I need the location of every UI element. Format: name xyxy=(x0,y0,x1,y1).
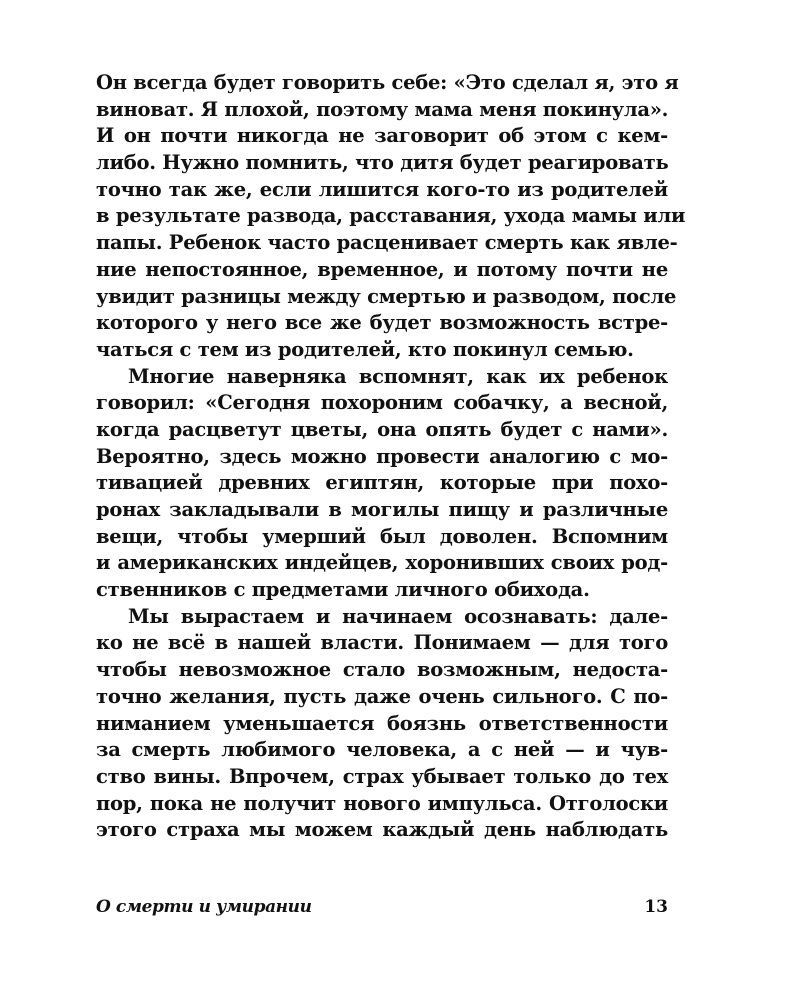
text-line: чтобы невозможное стало возможным, недоста- xyxy=(96,658,668,682)
text-line: за смерть любимого человека, а с ней — и чув- xyxy=(96,738,668,762)
text-line: либо. Нужно помнить, что дитя будет реагировать xyxy=(96,151,669,175)
paragraph xyxy=(96,604,668,844)
text-line: ство вины. Впрочем, страх убывает только до тех xyxy=(96,764,668,788)
text-line: Мы вырастаем и начинаем осознавать: дале- xyxy=(128,604,668,628)
text-line: когда расцветут цветы, она опять будет с нами». xyxy=(96,417,668,441)
text-line: пор, пока не получит нового импульса. Отголоски xyxy=(96,791,668,815)
page-number: 13 xyxy=(644,897,668,917)
text-line: ронах закладывали в могилы пищу и различные xyxy=(96,498,668,521)
text-line: ниманием уменьшается боязнь ответственности xyxy=(96,711,668,735)
text-line: и американских индейцев, хоронивших своих род- xyxy=(96,551,668,575)
text-line: чаться с тем из родителей, кто покинул семью. xyxy=(96,337,634,361)
text-line: Вероятно, здесь можно провести аналогию с мо- xyxy=(96,444,668,468)
text-line: этого страха мы можем каждый день наблюдать xyxy=(96,818,668,842)
text-line: папы. Ребенок часто расценивает смерть как явле- xyxy=(96,231,678,255)
text-line: точно желания, пусть даже очень сильного. С по- xyxy=(96,684,668,708)
page-footer xyxy=(96,897,668,923)
text-line: ние непостоянное, временное, и потому почти не xyxy=(96,257,668,281)
body-text xyxy=(96,70,686,844)
text-line: тивацией древних египтян, которые при похо- xyxy=(96,471,668,495)
text-line: которого у него все же будет возможность встре- xyxy=(96,311,668,335)
paragraph xyxy=(96,364,668,604)
text-line: в результате развода, расставания, ухода мамы или xyxy=(96,204,686,228)
running-title: О смерти и умирании xyxy=(96,897,312,917)
text-line: ственников с предметами личного обихода. xyxy=(96,578,590,602)
text-line: И он почти никогда не заговорит об этом с кем- xyxy=(96,124,668,148)
text-line: виноват. Я плохой, поэтому мама меня покинула». xyxy=(96,97,669,121)
paragraph xyxy=(96,70,686,364)
text-line: говорил: «Сегодня похороним собачку, а весной, xyxy=(96,391,668,415)
text-line: ко не всё в нашей власти. Понимаем — для того xyxy=(96,631,668,655)
text-line: Многие наверняка вспомнят, как их ребенок xyxy=(128,364,668,388)
text-line: Он всегда будет говорить себе: «Это сделал я, это я xyxy=(96,71,679,94)
text-line: точно так же, если лишится кого-то из родителей xyxy=(96,177,668,201)
text-line: вещи, чтобы умерший был доволен. Вспомним xyxy=(96,524,668,548)
text-line: увидит разницы между смертью и разводом, после xyxy=(96,284,677,308)
